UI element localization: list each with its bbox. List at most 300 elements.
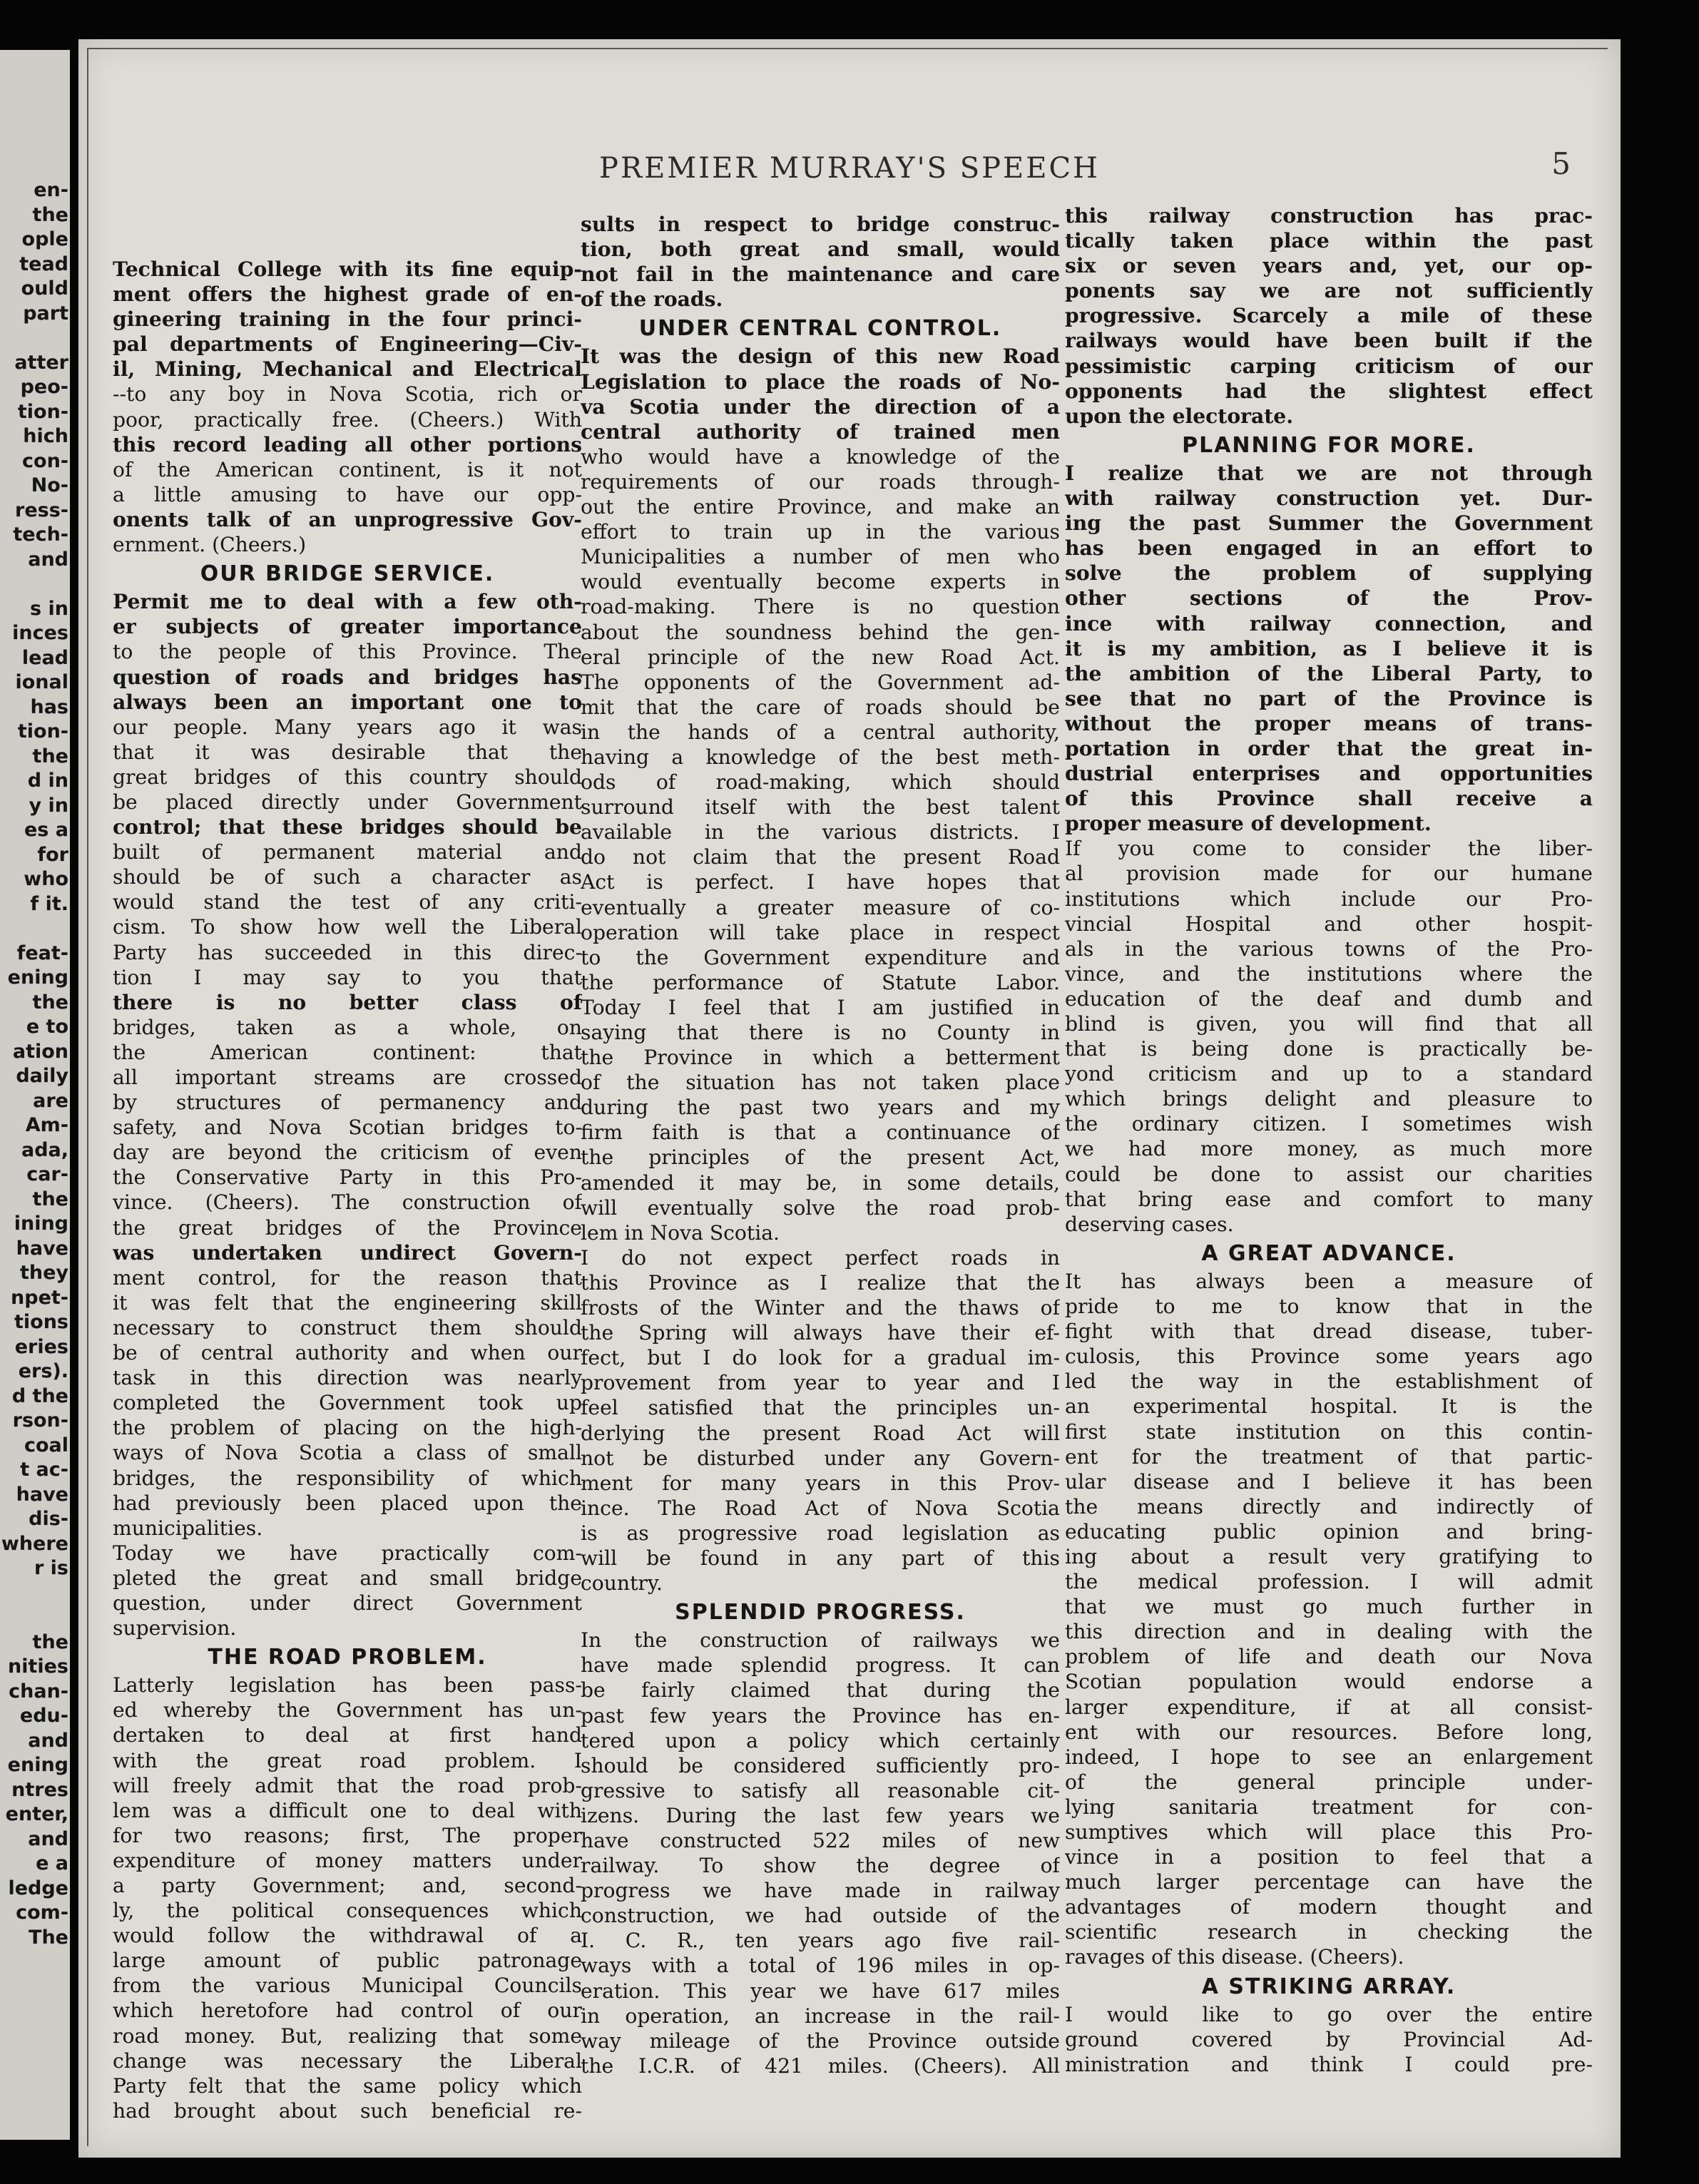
text-line: with railway construction yet. Dur- xyxy=(1065,486,1593,511)
text-line: the problem of placing on the high- xyxy=(113,1416,582,1440)
text-line: problem of life and death our Nova xyxy=(1065,1645,1593,1669)
text-line: upon the electorate. xyxy=(1065,404,1294,428)
text-line: the Conservative Party in this Pro- xyxy=(113,1165,582,1190)
text-line: during the past two years and my xyxy=(581,1096,1060,1120)
text-line: Today we have practically com- xyxy=(113,1541,582,1565)
text-line: Technical College with its fine equip- xyxy=(113,257,582,281)
text-line: railway. To show the degree of xyxy=(581,1854,1060,1878)
fragment-line: peo- xyxy=(20,376,68,398)
text-line: ent for the treatment of that partic- xyxy=(1065,1444,1593,1469)
text-line: onents talk of an unprogressive Gov- xyxy=(113,507,582,531)
text-line: blind is given, you will find that all xyxy=(1065,1012,1593,1036)
text-line: ministration and think I could pre- xyxy=(1065,2052,1593,2076)
fragment-line: en- xyxy=(34,179,68,201)
text-line: ent with our resources. Before long, xyxy=(1065,1720,1593,1744)
text-line: which heretofore had control of our xyxy=(113,1999,582,2023)
text-line: mit that the care of roads should be xyxy=(581,695,1060,719)
text-line: amended it may be, in some details, xyxy=(581,1170,1060,1195)
text-line: vince, and the institutions where the xyxy=(1065,961,1593,986)
text-line: without the proper means of trans- xyxy=(1065,711,1593,735)
fragment-line: part xyxy=(23,302,68,325)
text-line: road-making. There is no question xyxy=(581,595,1060,619)
fragment-line: tions xyxy=(14,1311,68,1333)
text-line: ular disease and I believe it has been xyxy=(1065,1469,1593,1494)
text-line: not be disturbed under any Govern- xyxy=(581,1446,1060,1470)
fragment-line: inces xyxy=(12,622,68,644)
text-line: out the entire Province, and make an xyxy=(581,495,1060,519)
text-line: er subjects of greater importance xyxy=(113,615,582,639)
text-line: was undertaken undirect Govern- xyxy=(113,1240,582,1265)
text-line: fect, but I do look for a gradual im- xyxy=(581,1346,1060,1370)
text-line: that is being done is practically be- xyxy=(1065,1037,1593,1061)
fragment-line: the xyxy=(32,203,68,226)
fragment-line: ould xyxy=(21,277,68,300)
fragment-line: ople xyxy=(21,228,68,250)
text-line: task in this direction was nearly xyxy=(113,1366,582,1390)
text-line: has been engaged in an effort to xyxy=(1065,536,1593,561)
text-line: ly, the political consequences which xyxy=(113,1899,582,1923)
fragment-line xyxy=(0,572,70,597)
text-line: I realize that we are not through xyxy=(1065,461,1593,485)
text-line: --to any boy in Nova Scotia, rich or xyxy=(113,382,582,407)
article-column-1 xyxy=(113,257,582,2123)
text-line: had brought about such beneficial re- xyxy=(113,2098,582,2123)
text-line: The opponents of the Government ad- xyxy=(581,670,1060,694)
text-line: yond criticism and up to a standard xyxy=(1065,1062,1593,1086)
text-line: il, Mining, Mechanical and Electrical xyxy=(113,357,582,382)
newspaper-page xyxy=(78,39,1621,2158)
text-line: country. xyxy=(581,1571,663,1596)
text-line: not fail in the maintenance and care xyxy=(581,262,1060,287)
text-line: railways would have been built if the xyxy=(1065,329,1593,353)
text-line: sumptives which will place this Pro- xyxy=(1065,1820,1593,1844)
text-line: tically taken place within the past xyxy=(1065,229,1593,253)
text-line: I. C. R., ten years ago five rail- xyxy=(581,1929,1060,1953)
text-line: deserving cases. xyxy=(1065,1212,1234,1236)
fragment-line: nities xyxy=(7,1655,68,1678)
text-line: effort to train up in the various xyxy=(581,520,1060,544)
text-line: ways of Nova Scotia a class of small xyxy=(113,1441,582,1465)
text-line: advantages of modern thought and xyxy=(1065,1895,1593,1919)
text-line: ince with railway connection, and xyxy=(1065,611,1593,636)
text-line: this direction and in dealing with the xyxy=(1065,1620,1593,1644)
text-line: izens. During the last few years we xyxy=(581,1803,1060,1827)
text-line: would eventually become experts in xyxy=(581,570,1060,594)
text-line: this railway construction has prac- xyxy=(1065,204,1593,228)
text-line: about the soundness behind the gen- xyxy=(581,620,1060,644)
text-line: which brings delight and pleasure to xyxy=(1065,1087,1593,1111)
fragment-line xyxy=(0,326,70,351)
text-line: that bring ease and comfort to many xyxy=(1065,1187,1593,1211)
text-line: eral principle of the new Road Act. xyxy=(581,645,1060,669)
text-line: progressive. Scarcely a mile of these xyxy=(1065,304,1593,328)
text-line: vince in a position to feel that a xyxy=(1065,1845,1593,1869)
text-line: provement from year to year and I xyxy=(581,1371,1060,1395)
text-line: pal departments of Engineering—Civ- xyxy=(113,332,582,357)
text-line: tered upon a policy which certainly xyxy=(581,1728,1060,1752)
text-line: should be of such a character as xyxy=(113,865,582,889)
fragment-line: com- xyxy=(16,1902,68,1924)
text-line: by structures of permanency and xyxy=(113,1091,582,1115)
text-line: the ordinary citizen. I sometimes wish xyxy=(1065,1112,1593,1136)
text-line: bridges, the responsibility of which xyxy=(113,1466,582,1490)
text-line: the I.C.R. of 421 miles. (Cheers). All xyxy=(581,2053,1060,2078)
text-line: Legislation to place the roads of No- xyxy=(581,369,1060,394)
adjacent-page-edge xyxy=(0,50,70,2140)
text-line: municipalities. xyxy=(113,1516,263,1540)
text-line: ponents say we are not sufficiently xyxy=(1065,279,1593,303)
fragment-line: are xyxy=(33,1089,68,1112)
fragment-line: d the xyxy=(11,1384,68,1407)
fragment-line: r is xyxy=(34,1557,68,1579)
fragment-line: chan- xyxy=(9,1680,68,1703)
text-line: va Scotia under the direction of a xyxy=(581,394,1060,419)
text-line: have made splendid progress. It can xyxy=(581,1653,1060,1678)
text-line: lying sanitaria treatment for con- xyxy=(1065,1795,1593,1819)
fragment-line: feat- xyxy=(16,942,68,964)
fragment-line xyxy=(0,1581,70,1606)
fragment-line: No- xyxy=(31,474,68,496)
text-line: al provision made for our humane xyxy=(1065,862,1593,886)
section-heading: THE ROAD PROBLEM. xyxy=(208,1645,487,1670)
text-line: much larger percentage can have the xyxy=(1065,1870,1593,1894)
text-line: that it was desirable that the xyxy=(113,740,582,764)
text-line: I would like to go over the entire xyxy=(1065,2002,1593,2026)
article-column-2 xyxy=(581,212,1060,2078)
text-line: firm faith is that a continuance of xyxy=(581,1121,1060,1145)
text-line: vincial Hospital and other hospit- xyxy=(1065,912,1593,936)
text-line: have constructed 522 miles of new xyxy=(581,1829,1060,1852)
fragment-line: tead xyxy=(19,252,68,275)
fragment-line: ation xyxy=(12,1040,68,1063)
text-line: the medical profession. I will admit xyxy=(1065,1570,1593,1594)
text-line: necessary to construct them should xyxy=(113,1315,582,1340)
text-line: educating public opinion and bring- xyxy=(1065,1519,1593,1543)
fragment-line xyxy=(0,917,70,942)
fragment-line: have xyxy=(16,1483,68,1506)
text-line: it was felt that the engineering skill xyxy=(113,1290,582,1315)
text-line: we had more money, as much more xyxy=(1065,1137,1593,1161)
text-line: the American continent: that xyxy=(113,1040,582,1064)
text-line: proper measure of development. xyxy=(1065,812,1432,836)
section-heading: A GREAT ADVANCE. xyxy=(1201,1240,1456,1266)
fragment-line: es a xyxy=(24,819,68,841)
section-heading: OUR BRIDGE SERVICE. xyxy=(200,561,495,587)
fragment-line: ntres xyxy=(11,1778,68,1801)
text-line: would stand the test of any criti- xyxy=(113,890,582,914)
text-line: tion, both great and small, would xyxy=(581,238,1060,262)
text-line: Scotian population would endorse a xyxy=(1065,1670,1593,1694)
text-line: this record leading all other portions xyxy=(113,432,582,456)
text-line: Latterly legislation has been pass- xyxy=(113,1673,582,1698)
section-heading: UNDER CENTRAL CONTROL. xyxy=(638,316,1002,342)
text-line: will freely admit that the road prob- xyxy=(113,1773,582,1797)
text-line: tion I may say to you that xyxy=(113,965,582,989)
text-line: an experimental hospital. It is the xyxy=(1065,1394,1593,1419)
text-line: having a knowledge of the best meth- xyxy=(581,745,1060,769)
text-line: be fairly claimed that during the xyxy=(581,1678,1060,1703)
adjacent-page-text xyxy=(0,178,70,1950)
text-line: in the hands of a central authority, xyxy=(581,720,1060,744)
text-line: question, under direct Government xyxy=(113,1591,582,1615)
fragment-line: ional xyxy=(15,671,68,693)
text-line: be of central authority and when our xyxy=(113,1341,582,1365)
text-line: dertaken to deal at first hand xyxy=(113,1723,582,1747)
text-line: change was necessary the Liberal xyxy=(113,2048,582,2073)
text-line: bridges, taken as a whole, on xyxy=(113,1015,582,1039)
text-line: ernment. (Cheers.) xyxy=(113,533,307,557)
fragment-line: rson- xyxy=(12,1409,68,1432)
text-line: to the people of this Province. The xyxy=(113,640,582,664)
text-line: feel satisfied that the principles un- xyxy=(581,1396,1060,1420)
fragment-line: ada, xyxy=(21,1138,68,1161)
fragment-line: The xyxy=(29,1926,68,1949)
text-line: culosis, this Province some years ago xyxy=(1065,1344,1593,1369)
fragment-line: ening xyxy=(7,966,68,989)
text-line: with the great road problem. I xyxy=(113,1748,582,1772)
text-line: of the situation has not taken place xyxy=(581,1071,1060,1095)
section-heading: PLANNING FOR MORE. xyxy=(1182,432,1476,458)
text-line: be placed directly under Government xyxy=(113,790,582,814)
text-line: dustrial enterprises and opportunities xyxy=(1065,762,1593,786)
fragment-line: the xyxy=(32,1188,68,1210)
text-line: is as progressive road legislation as xyxy=(581,1521,1060,1545)
text-line: available in the various districts. I xyxy=(581,820,1060,844)
fragment-line: s in xyxy=(30,597,68,620)
text-line: other sections of the Prov- xyxy=(1065,586,1593,611)
text-line: first state institution on this contin- xyxy=(1065,1419,1593,1444)
section-heading: SPLENDID PROGRESS. xyxy=(675,1600,966,1626)
text-line: pessimistic carping criticism of our xyxy=(1065,354,1593,378)
text-line: central authority of trained men xyxy=(581,419,1060,444)
text-line: fight with that dread disease, tuber- xyxy=(1065,1320,1593,1344)
text-line: ince. The Road Act of Nova Scotia xyxy=(581,1496,1060,1520)
text-line: of the roads. xyxy=(581,287,723,312)
fragment-line: and xyxy=(28,1827,68,1850)
text-line: ed whereby the Government has un- xyxy=(113,1698,582,1723)
fragment-line: t ac- xyxy=(20,1459,68,1481)
text-line: saying that there is no County in xyxy=(581,1021,1060,1044)
fragment-line: e to xyxy=(26,1016,68,1038)
text-line: way mileage of the Province outside xyxy=(581,2029,1060,2053)
text-line: lem in Nova Scotia. xyxy=(581,1220,780,1245)
fragment-line: the xyxy=(32,745,68,767)
text-line: our people. Many years ago it was xyxy=(113,715,582,739)
text-line: ground covered by Provincial Ad- xyxy=(1065,2027,1593,2051)
fragment-line: eries xyxy=(14,1335,68,1358)
text-line: this Province as I realize that the xyxy=(581,1270,1060,1295)
text-line: of the American continent, is it not xyxy=(113,457,582,481)
fragment-line: lead xyxy=(21,646,68,669)
text-line: gressive to satisfy all reasonable cit- xyxy=(581,1778,1060,1802)
fragment-line: where xyxy=(1,1532,68,1555)
text-line: should be considered sufficiently pro- xyxy=(581,1753,1060,1777)
fragment-line: ledge xyxy=(8,1877,68,1899)
text-line: would follow the withdrawal of a xyxy=(113,1924,582,1948)
text-line: the Province in which a betterment xyxy=(581,1046,1060,1070)
text-line: It has always been a measure of xyxy=(1065,1269,1593,1293)
fragment-line: have xyxy=(16,1237,68,1260)
text-line: cism. To show how well the Liberal xyxy=(113,915,582,939)
text-line: expenditure of money matters under xyxy=(113,1848,582,1872)
text-line: to the Government expenditure and xyxy=(581,945,1060,969)
fragment-line: ers). xyxy=(18,1360,68,1382)
text-line: eventually a greater measure of co- xyxy=(581,895,1060,919)
text-line: portation in order that the great in- xyxy=(1065,736,1593,760)
text-line: ods of road-making, which should xyxy=(581,770,1060,795)
text-line: Municipalities a number of men who xyxy=(581,545,1060,569)
text-line: will eventually solve the road prob- xyxy=(581,1195,1060,1220)
text-line: ways with a total of 196 miles in op- xyxy=(581,1954,1060,1978)
text-line: a little amusing to have our opp- xyxy=(113,482,582,506)
fragment-line: e a xyxy=(36,1852,68,1874)
fragment-line: dis- xyxy=(29,1508,68,1530)
fragment-line: tion- xyxy=(17,400,68,423)
fragment-line: hich xyxy=(23,425,68,447)
fragment-line: con- xyxy=(22,449,68,472)
text-line: Permit me to deal with a few oth- xyxy=(113,590,582,614)
text-line: supervision. xyxy=(113,1616,237,1640)
fragment-line: and xyxy=(28,1729,68,1752)
fragment-line: for xyxy=(37,843,68,866)
text-line: all important streams are crossed xyxy=(113,1066,582,1089)
fragment-line: they xyxy=(19,1262,68,1284)
article-column-3 xyxy=(1065,203,1593,2077)
text-line: pleted the great and small bridge xyxy=(113,1566,582,1590)
text-line: frosts of the Winter and the thaws of xyxy=(581,1296,1060,1320)
fragment-line: coal xyxy=(24,1434,68,1456)
fragment-line: car- xyxy=(26,1163,68,1185)
text-line: In the construction of railways we xyxy=(581,1628,1060,1653)
text-line: progress we have made in railway xyxy=(581,1879,1060,1903)
text-line: pride to me to know that in the xyxy=(1065,1295,1593,1319)
text-line: Party has succeeded in this direc- xyxy=(113,940,582,964)
text-line: poor, practically free. (Cheers.) With xyxy=(113,407,582,432)
fragment-line: the xyxy=(32,1631,68,1653)
text-line: always been an important one to xyxy=(113,690,582,714)
text-line: operation will take place in respect xyxy=(581,920,1060,944)
text-line: ravages of this disease. (Cheers). xyxy=(1065,1945,1404,1969)
text-line: for two reasons; first, The proper xyxy=(113,1823,582,1847)
text-line: I do not expect perfect roads in xyxy=(581,1245,1060,1270)
fragment-line: f it. xyxy=(30,892,68,915)
text-line: that we must go much further in xyxy=(1065,1595,1593,1619)
text-line: surround itself with the best talent xyxy=(581,795,1060,820)
text-line: question of roads and bridges has xyxy=(113,665,582,689)
text-line: of the general principle under- xyxy=(1065,1770,1593,1794)
text-line: ing about a result very gratifying to xyxy=(1065,1544,1593,1568)
fragment-line: ress- xyxy=(15,499,68,521)
text-line: there is no better class of xyxy=(113,990,582,1014)
text-line: construction, we had outside of the xyxy=(581,1904,1060,1928)
section-heading: A STRIKING ARRAY. xyxy=(1201,1974,1456,1999)
text-line: education of the deaf and dumb and xyxy=(1065,986,1593,1011)
text-line: completed the Government took up xyxy=(113,1391,582,1415)
text-line: great bridges of this country should xyxy=(113,765,582,789)
text-line: ment offers the highest grade of en- xyxy=(113,282,582,307)
text-line: of this Province shall receive a xyxy=(1065,787,1593,811)
text-line: Today I feel that I am justified in xyxy=(581,995,1060,1019)
text-line: It was the design of this new Road xyxy=(581,345,1060,369)
text-line: vince. (Cheers). The construction of xyxy=(113,1190,582,1215)
fragment-line: has xyxy=(30,695,68,718)
text-line: led the way in the establishment of xyxy=(1065,1369,1593,1394)
text-line: sults in respect to bridge construc- xyxy=(581,213,1060,236)
text-line: Party felt that the same policy which xyxy=(113,2073,582,2098)
fragment-line: daily xyxy=(16,1065,68,1087)
text-line: requirements of our roads through- xyxy=(581,469,1060,494)
text-line: safety, and Nova Scotian bridges to- xyxy=(113,1116,582,1140)
text-line: lem was a difficult one to deal with xyxy=(113,1798,582,1822)
text-line: derlying the present Road Act will xyxy=(581,1421,1060,1445)
fragment-line: d in xyxy=(27,770,68,792)
text-line: scientific research in checking the xyxy=(1065,1920,1593,1944)
text-line: built of permanent material and xyxy=(113,840,582,864)
fragment-line: ining xyxy=(14,1213,68,1235)
text-line: opponents had the slightest effect xyxy=(1065,379,1593,403)
page-number: 5 xyxy=(1551,146,1571,181)
text-line: from the various Municipal Councils xyxy=(113,1974,582,1998)
fragment-line: who xyxy=(24,868,68,890)
text-line: the Spring will always have their ef- xyxy=(581,1321,1060,1345)
text-line: Act is perfect. I have hopes that xyxy=(581,870,1060,894)
text-line: do not claim that the present Road xyxy=(581,845,1060,869)
running-head: PREMIER MURRAY'S SPEECH xyxy=(599,152,1100,185)
text-line: see that no part of the Province is xyxy=(1065,686,1593,710)
text-line: ing the past Summer the Government xyxy=(1065,511,1593,536)
text-line: in operation, an increase in the rail- xyxy=(581,2004,1060,2028)
text-line: a party Government; and, second- xyxy=(113,1874,582,1897)
text-line: it is my ambition, as I believe it is xyxy=(1065,636,1593,660)
text-line: the ambition of the Liberal Party, to xyxy=(1065,661,1593,685)
fragment-line: atter xyxy=(14,351,68,374)
fragment-line: tion- xyxy=(17,720,68,743)
fragment-line: tech- xyxy=(13,524,68,546)
fragment-line: Am- xyxy=(25,1114,68,1136)
text-line: past few years the Province has en- xyxy=(581,1703,1060,1728)
text-line: ment control, for the reason that xyxy=(113,1265,582,1290)
text-line: six or seven years and, yet, our op- xyxy=(1065,254,1593,278)
text-line: gineering training in the four princi- xyxy=(113,307,582,332)
text-line: eration. This year we have 617 miles xyxy=(581,1979,1060,2003)
fragment-line xyxy=(0,1606,70,1631)
text-line: who would have a knowledge of the xyxy=(581,444,1060,469)
text-line: the performance of Statute Labor. xyxy=(581,970,1060,994)
text-line: road money. But, realizing that some xyxy=(113,2024,582,2048)
text-line: larger expenditure, if at all consist- xyxy=(1065,1695,1593,1719)
text-line: ment for many years in this Prov- xyxy=(581,1471,1060,1495)
text-line: the great bridges of the Province xyxy=(113,1215,582,1240)
text-line: large amount of public patronage xyxy=(113,1949,582,1973)
text-line: institutions which include our Pro- xyxy=(1065,887,1593,911)
fragment-line: npet- xyxy=(11,1286,68,1309)
fragment-line: edu- xyxy=(19,1705,68,1727)
fragment-line: ening xyxy=(7,1754,68,1776)
fragment-line: y in xyxy=(29,794,68,817)
text-line: als in the various towns of the Pro- xyxy=(1065,937,1593,961)
text-line: indeed, I hope to see an enlargement xyxy=(1065,1745,1593,1769)
text-line: control; that these bridges should be xyxy=(113,815,582,840)
fragment-line: the xyxy=(32,991,68,1014)
text-line: the means directly and indirectly of xyxy=(1065,1494,1593,1519)
text-line: could be done to assist our charities xyxy=(1065,1162,1593,1186)
fragment-line: and xyxy=(28,548,68,571)
text-line: will be found in any part of this xyxy=(581,1546,1060,1570)
text-line: had previously been placed upon the xyxy=(113,1491,582,1515)
text-line: day are beyond the criticism of even xyxy=(113,1141,582,1165)
text-line: If you come to consider the liber- xyxy=(1065,837,1593,861)
fragment-line: enter, xyxy=(5,1803,68,1825)
